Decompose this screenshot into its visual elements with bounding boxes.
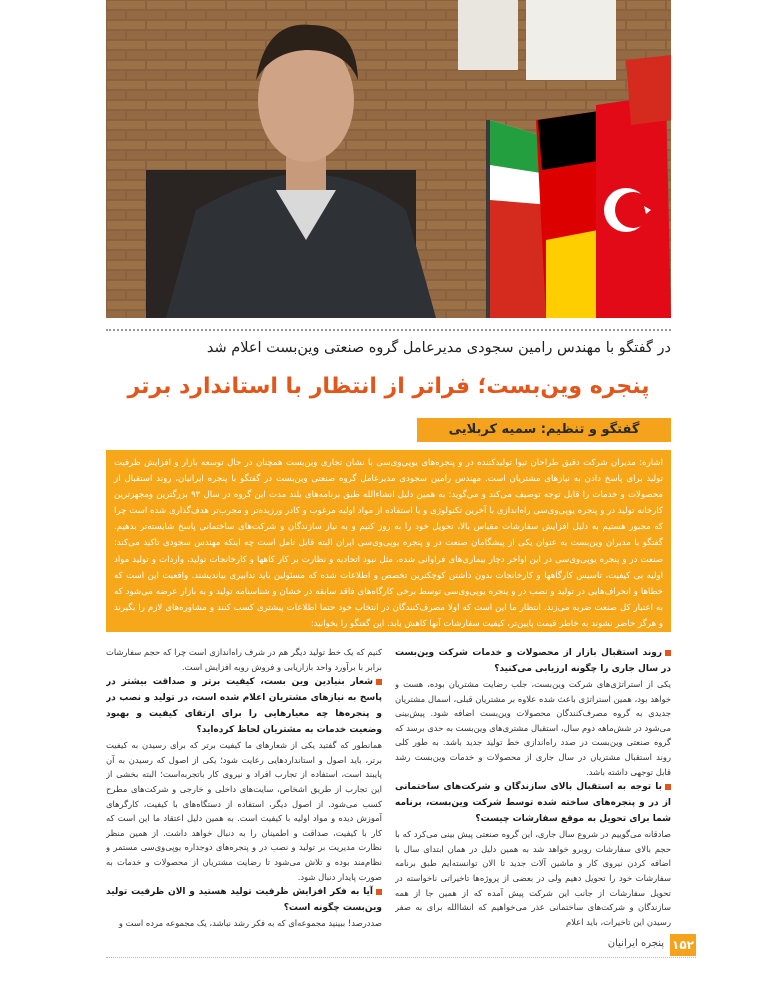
column-left [106,645,382,943]
answer: کنیم که یک خط تولید دیگر هم در شرف راه‌اندازی است چرا که حجم سفارشات برابر با برآورد واحد بازاریابی و فروش روبه افزایش است. [106,647,382,672]
article-kicker: در گفتگو با مهندس رامین سجودی مدیرعامل گروه صنعتی وین‌بست اعلام شد [206,340,671,356]
article-headline: پنجره وین‌بست؛ فراتر از انتظار با استاندارد برتر [127,374,650,399]
answer: صادقانه می‌گوییم در شروع سال جاری، این گروه صنعتی پیش بینی می‌کرد که با حجم بالای سفارشات روبرو خواهد شد به همین دلیل در همان ابتدای سال با اضافه کردن نیروی کار و ماشین آلات جدید تا الان توانسته‌ایم طبق برنامه سفارشات خود را تحویل دهیم ولی در بعضی از پروژه‌ها تاخیراتی ناخواسته در تحویل سفارشات از جانب این شرکت پیش آمده که از همین جا از همه سازندگان و شرکت‌های ساختمانی عذر می‌خواهیم که انشاالله برای به صفر رسیدن این تاخیرات، باید اعلام [395,829,671,927]
bullet-square-icon [665,784,671,790]
question-text: آیا به فکر افزایش ظرفیت تولید هستید و الان ظرفیت تولید وین‌بست چگونه است؟ [106,887,382,914]
article-intro: اشاره: مدیران شرکت دقیق طراحان تیوا تولیدکننده در و پنجره‌های یوپی‌وی‌سی با نشان تجاری وین‌بست همچنان در حال توسعه بازار و افزایش ظرفیت تولید برای پاسخ دادن به نیازهای مشتریان است. مهندس رامین سجودی مدیرعامل گروه صنعتی وین‌بست در گفتگو با پنجره ایرانیان، روند استقبال از محصولات و خدمات را قابل توجه توصیف می‌کند و می‌گوید: به همین دلیل انشاءالله طبق برنامه‌های بلند مدت این گروه در سال ۹۳ بزرگترین ومجهزترین کارخانه تولید در و پنجره یوپی‌وی‌سی راه‌اندازی با آخرین تکنولوژی و با استفاده از مواد اولیه مرغوب و کادر ورزیده‌تر و مجرب‌تر هدف‌گذاری شده است چرا که مجبور هستیم به دلیل افزایش سفارشات مقیاس بالا، تحویل خود را به روز کنیم و به نیاز سازندگان و شرکت‌های ساختمانی پاسخ شایسته‌تر بدهیم. گفتگو با مدیران وین‌بست به عنوان یکی از پیشگامان صنعت در و پنجره یوپی‌وی‌سی ایران البته قابل تامل است چه اینکه مهندس سجودی تاکید می‌کند: صنعت در و پنجره یوپی‌وی‌سی در این اواخر دچار بیماری‌های فراوانی شده، مثل نبود اتحادیه و نظارت بر کار کاهها و کارخانجات تولید، واردات و تولید مواد اولیه بی کیفیت، تاسیس کارگاهها و کارخانجات بدون داشتن کوچکترین تخصص و اطلاعات شده که مسئولین باید تدابیری بیاندیشند. واقعیت این است که خطاها و انحراف‌هایی در تولید و نصب در و پنجره یوپی‌وی‌سی توسط برخی کارگاه‌های فاقد سابقه در خشان و شناسنامه تولید و به بازار عرضه می‌شود که به اعتبار کل صنعت ضربه می‌زند. انتظار ما این است که اولا مصرف‌کنندگان در انتخاب خود حتما اطلاعات پیشتری کسب کنند و مشاوره‌های لازم را بگیرند و هرگز حاضر نشوند به خاطر قیمت پایین‌تر، کیفیت سفارشات آنها کاهش یابد. این گفتگو را بخوانید: [106,450,671,632]
page-footer [600,934,696,958]
article-byline: گفتگو و تنظیم: سمیه کربلایی [417,418,671,442]
column-right [395,645,671,943]
answer: صددرصد! ببینید مجموعه‌ای که به فکر رشد نباشد، یک مجموعه مرده است و [118,918,382,929]
answer: یکی از استراتژی‌های شرکت وین‌بست، جلب رضایت مشتریان بوده، هست و خواهد بود، همین استراتژی باعث شده علاوه بر مشتریان قبلی، اسمال مشتریان جدیدی به گروه مصرف‌کنندگان محصولات وین‌بست اضافه شود. پیش‌بینی می‌شود در شش‌ماهه دوم سال، استقبال مشتری‌های وین‌بست به حدی برسد که گروه صنعتی وین‌بست در صدد راه‌اندازی خط تولید جدید باشد. به طور کلی روند استقبال مشتریان در سال جاری از محصولات و خدمات وین‌بست رشد قابل توجهی داشته باشد. [395,679,671,777]
question-text: شعار بنیادین وین بست، کیفیت برتر و صداقت بیشتر در پاسخ به نیازهای مشتریان اعلام شده است، در تولید و نصب در و پنجره‌ها چه معیارهایی را برای ارتقای کیفیت و بهبود وضعیت خدمات به مشتریان لحاظ کرده‌اید؟ [106,677,382,736]
article-body [106,645,671,943]
bullet-square-icon [376,679,382,685]
bullet-square-icon [376,889,382,895]
question-text: روند استقبال بازار از محصولات و خدمات شرکت وین‌بست در سال جاری را چگونه ارزیابی می‌کنید؟ [395,648,671,674]
divider [106,329,671,331]
question [106,674,382,738]
magazine-name: پنجره ایرانیان [607,938,664,949]
question [395,645,671,677]
article-photo [106,0,671,318]
bullet-square-icon [665,650,671,656]
answer: همانطور که گفتید یکی از شعارهای ما کیفیت برتر که برای رسیدن به کیفیت برتر، باید اصول و استانداردهایی رعایت شود؛ یکی از اصول که رسیدن به آن پایبند است، استفاده از تجارب افراد و نیروی کار باتجربه‌است؛ البته بخشی از این تجارب از طریق اشخاص، سایت‌های داخلی و خارجی و شرکت‌های مطرح کسب می‌شود. از اصول دیگر، استفاده از دستگاه‌های با کیفیت، کارگرهای آموزش دیده و مواد اولیه با کیفیت است. به همین دلیل اعتقاد ما این است که کار با کیفیت، صداقت و اطمینان را به دنبال خواهد داشت. از همین منظر نظارت مدیریت بر تولید و نصب در و پنجره‌های دوجداره یوپی‌وی‌سی مستمر و نظام‌مند بوده و تلاش می‌شود تا رضایت مشتریان از محصولات و خدمات به صورت پایدار دنبال شود. [106,740,382,882]
page-number: ۱۵۲ [670,934,696,956]
question-text: با توجه به استقبال بالای سازندگان و شرکت‌های ساختمانی از در و پنجره‌های ساخته شده توسط شرکت وین‌بست، برنامه شما برای تحویل به موقع سفارشات چیست؟ [395,782,671,825]
question [106,884,382,916]
question [395,779,671,827]
